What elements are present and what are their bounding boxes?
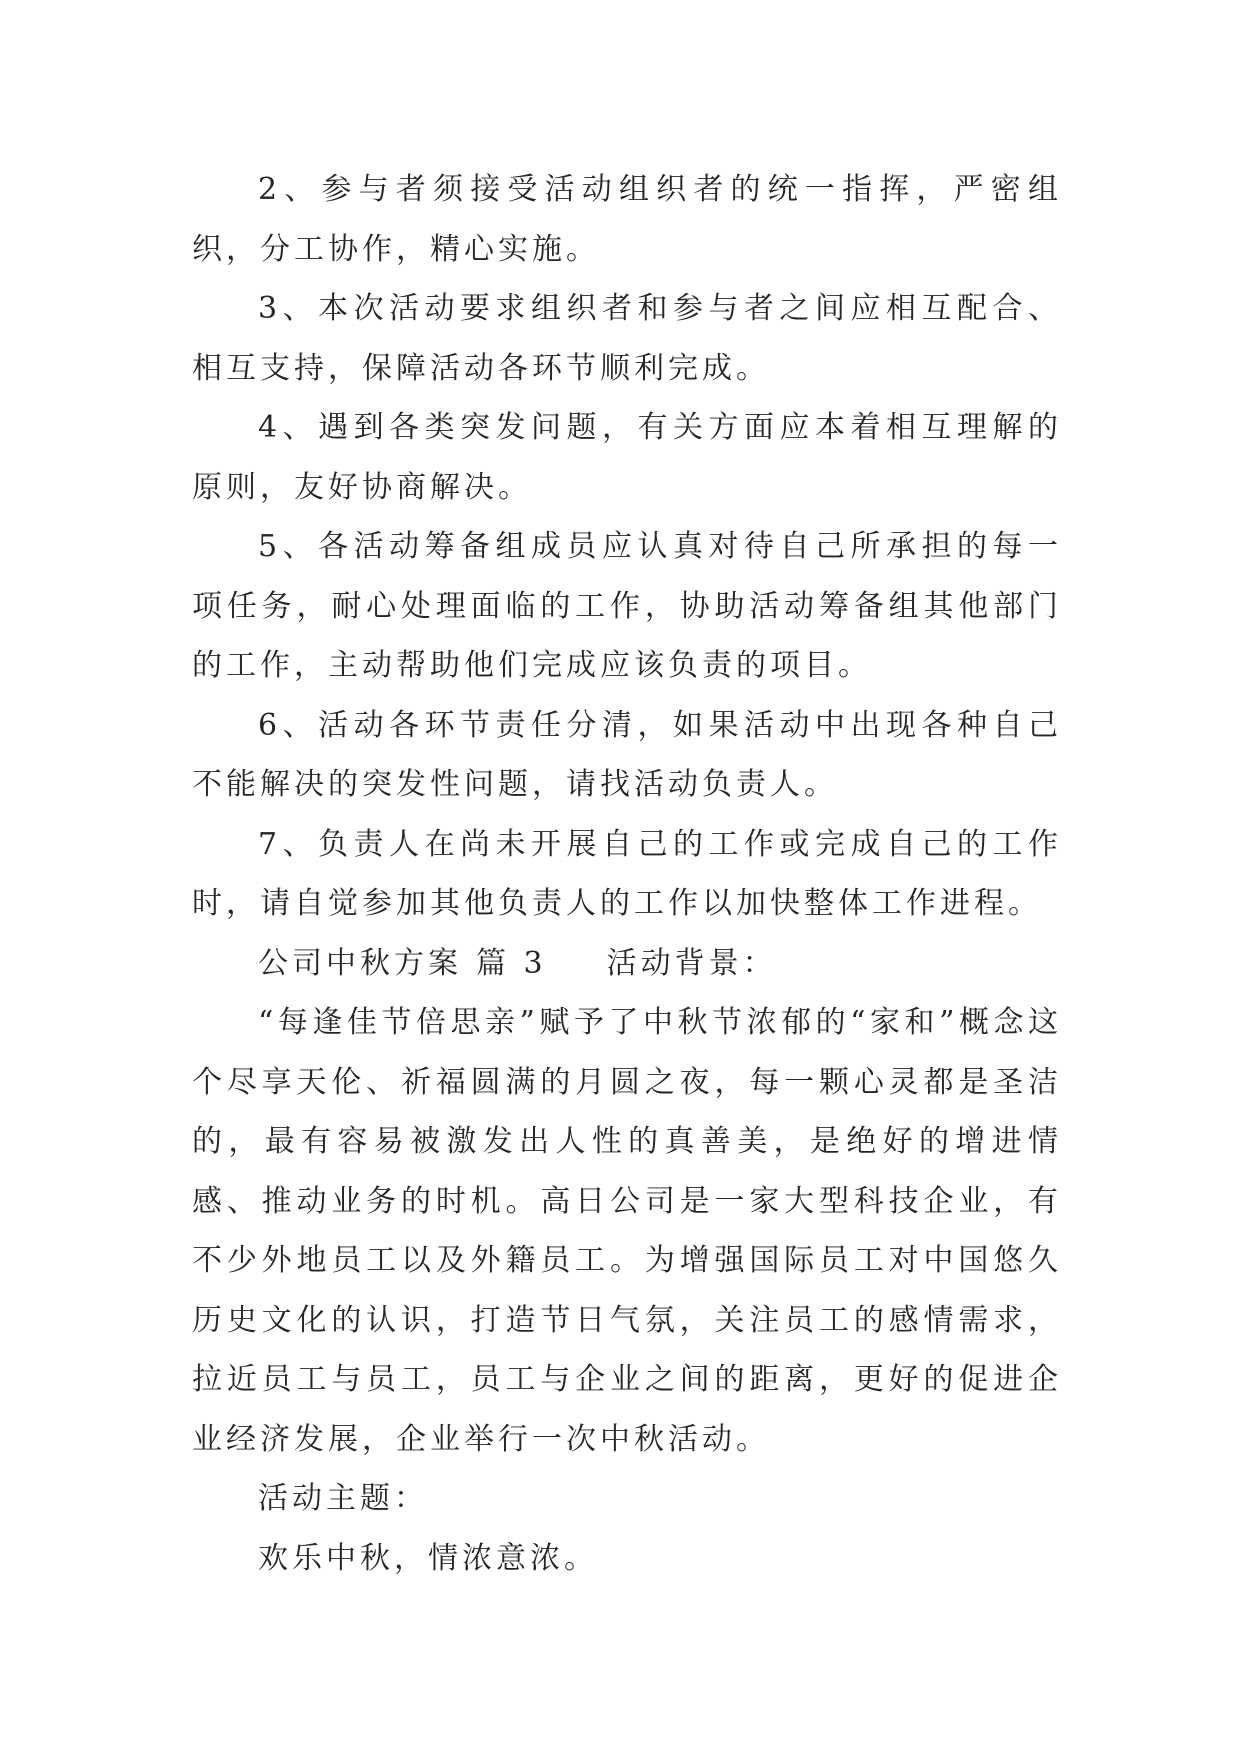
section-part: 篇 3: [476, 945, 547, 981]
paragraph-item-6: 6、活动各环节责任分清，如果活动中出现各种自己不能解决的突发性问题，请找活动负责人。: [192, 707, 1062, 802]
paragraph-item-4: 4、遇到各类突发问题，有关方面应本着相互理解的原则，友好协商解决。: [192, 410, 1062, 505]
theme-label: 活动主题：: [258, 1481, 428, 1516]
theme-text: 欢乐中秋，情浓意浓。: [258, 1540, 598, 1576]
paragraph-item-3: 3、本次活动要求组织者和参与者之间应相互配合、相互支持，保障活动各环节顺利完成。: [192, 291, 1062, 386]
section-heading: [192, 934, 1062, 994]
paragraph-item-7: 7、负责人在尚未开展自己的工作或完成自己的工作时，请自觉参加其他负责人的工作以加快整体工作进程。: [192, 826, 1062, 921]
paragraph-item-2: 2、参与者须接受活动组织者的统一指挥，严密组织，分工协作，精心实施。: [192, 172, 1062, 267]
section-title: 公司中秋方案: [258, 945, 462, 981]
section-subtitle: 活动背景：: [606, 945, 777, 981]
background-paragraph: “每逢佳节倍思亲”赋予了中秋节浓郁的“家和”概念这个尽享天伦、祈福圆满的月圆之夜，每一颗心灵都是圣洁的，最有容易被激发出人性的真善美，是绝好的增进情感、推动业务的时机。高日公司是一家大型科技企业，有不少外地员工以及外籍员工。为增强国际员工对中国悠久历史文化的认识，打造节日气氛，关注员工的感情需求，拉近员工与员工，员工与企业之间的距离，更好的促进企业经济发展，企业举行一次中秋活动。: [192, 1005, 1062, 1457]
document-body: [192, 160, 1062, 1588]
paragraph-item-5: 5、各活动筹备组成员应认真对待自己所承担的每一项任务，耐心处理面临的工作，协助活动筹备组其他部门的工作，主动帮助他们完成应该负责的项目。: [192, 529, 1062, 683]
